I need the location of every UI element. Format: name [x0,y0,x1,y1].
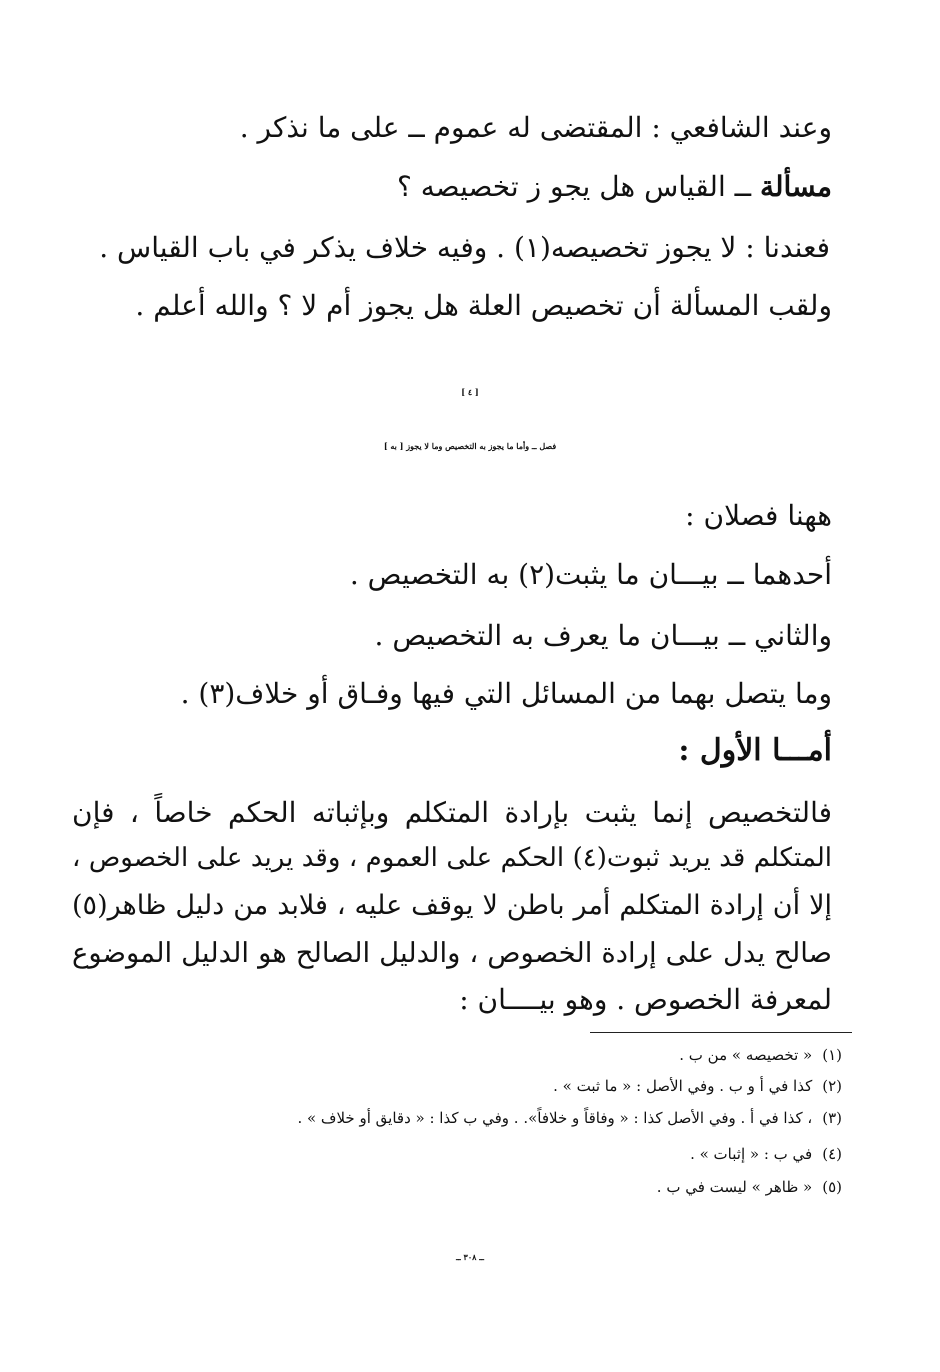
paragraph-line: لمعرفة الخصوص . وهو بيــــان : [459,983,832,1016]
footnote-text: « ظاهر » ليست في ب . [656,1178,813,1196]
section-heading: فصل ــ وأما ما يجوز به التخصيص وما لا يجوز [ به ] [383,441,557,451]
intro-line: والثاني ــ بيـــان ما يعرف به التخصيص . [374,619,832,652]
text-line: فعندنا : لا يجوز تخصيصه(١) . وفيه خلاف يذكر في باب القياس . [99,231,830,264]
paragraph-line: صالح يدل على إرادة الخصوص ، والدليل الصالح هو الدليل الموضوع [72,937,832,969]
section-number: [ ٤ ] [461,387,479,397]
footnote-text: كذا في أ و ب . وفي الأصل : « ما ثبت » . [553,1077,813,1095]
footnote-text: ، كذا في أ . وفي الأصل كذا : « وفاقاً و خلافاً». . وفي ب كذا : « دقايق أو خلاف » . [297,1109,813,1127]
footnote [297,1107,842,1129]
paragraph-line: فالتخصيص إنما يثبت بإرادة المتكلم وبإثباته الحكم خاصاً ، فإن [72,796,832,829]
intro-line: وما يتصل بهما من المسائل التي فيها وفـاق أو خلاف(٣) . [180,677,832,710]
footnote-number: (٥) [822,1178,842,1196]
question-text: ــ القياس هل يجو ز تخصيصه ؟ [397,170,760,203]
subheading: أمـــا الأول : [678,733,832,768]
footnote-text: « تخصيصه » من ب . [679,1046,813,1064]
footnote-text: في ب : « إثبات » . [690,1145,813,1163]
question-label: مسألة [759,170,832,203]
footnote [657,1176,842,1198]
text-line: وعند الشافعي : المقتضى له عموم ــ على ما نذكر . [239,111,832,144]
footnote [553,1075,842,1097]
page-number: ــ ٣٠٨ ــ [456,1252,484,1262]
footnote [679,1044,842,1066]
intro-line: أحدهما ــ بيـــان ما يثبت(٢) به التخصيص . [349,558,832,591]
footnote-number: (٤) [822,1145,842,1163]
footnote-divider [590,1032,852,1033]
footnote [690,1143,842,1165]
question-line [397,167,832,207]
text-line: ولقب المسألة أن تخصيص العلة هل يجوز أم لا ؟ والله أعلم . [135,289,832,322]
footnote-number: (٣) [822,1109,842,1127]
paragraph-line: المتكلم قد يريد ثبوت(٤) الحكم على العموم ، وقد يريد على الخصوص ، [72,843,833,873]
paragraph-line: إلا أن إرادة المتكلم أمر باطن لا يوقف عليه ، فلابد من دليل ظاهر(٥) [72,890,832,921]
footnote-number: (٢) [822,1077,842,1095]
footnote-number: (١) [822,1046,842,1064]
intro-line: ههنا فصلان : [685,499,832,532]
